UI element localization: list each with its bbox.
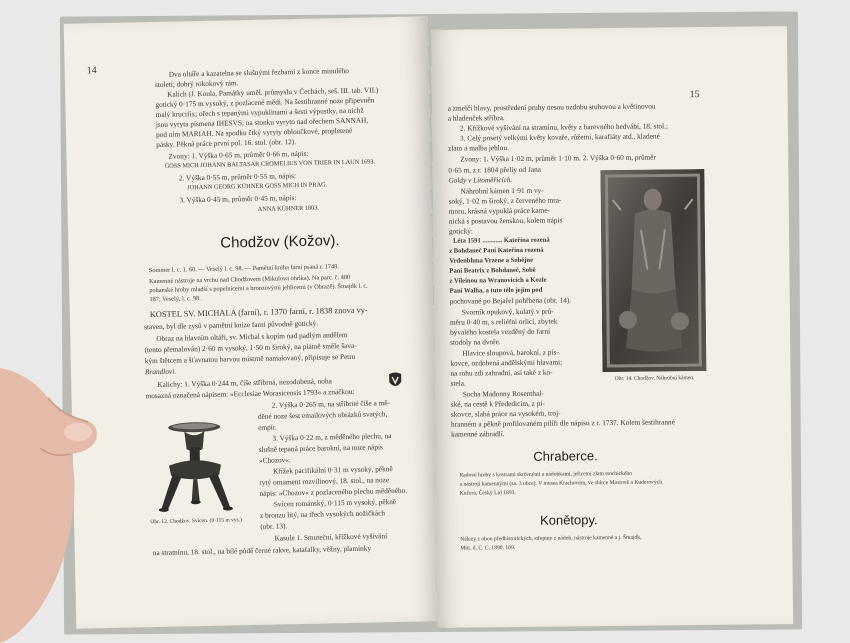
text-line: malý krucifix; ořech s tepanými vypuklinami a šesti výpustky, na nichž	[155, 105, 364, 119]
text-line: (tento přemalován) 2·60 m vysoký, 1·50 m široký, na plátně směle šava-	[144, 340, 357, 355]
text-line: Nálezy z obou předhistorických, střepiny z nádob, nástroje kamenné a j. Šmajdk,	[460, 534, 642, 543]
section-heading: Chraberce.	[533, 448, 598, 464]
text-line: Hlavice sloupová, barokní, z pís-	[462, 347, 559, 358]
text-line: pod ním MARIAH. Na spodku čtký vyryty obloučkové, propletené	[155, 125, 353, 139]
candlestick-illustration	[138, 408, 252, 520]
text-line: Dva oltáře a kazatelna se slušnými řezbami z konce minulého	[168, 65, 349, 79]
text-line: Zvony: 1. Výška 1·02 m, průměr 1·10 m. 2. Výška 0·60 m, průměr	[460, 152, 656, 164]
text-line: Svícen románský, 0·115 m vysoký, pěkně	[273, 497, 397, 509]
text-line: pochované po Bejařel pohřbena (obr. 14).	[449, 295, 572, 306]
left-page	[64, 16, 441, 628]
text-line: a hladenček stříbra.	[447, 113, 505, 123]
text-line: Kasule 1. Smuteční, křížkové vyšívání	[274, 531, 388, 543]
text-line: »Chozov«.	[258, 455, 291, 465]
text-line: století; dobrý rokokový rám.	[154, 78, 239, 89]
text-line: (obr. 13).	[260, 521, 288, 531]
text-line: 2. Výška 0·265 m, na stříbrné číše a mě-	[271, 398, 391, 410]
text-line: a nástroji kamennými (sa. 3 obce). V musea Krachovém, ve sbírce Mostově a Kuderových.	[459, 479, 664, 488]
text-line: Sommer l. c. 1. 60. — Veselý l. c. 98. — Pamětní kniha farní psaná r. 1748.	[148, 263, 339, 275]
text-line: z Vileinou na Wranovicích a Kozle	[449, 276, 547, 285]
text-line: empír.	[258, 422, 277, 432]
text-line: nická s postavou ženskou, kolem nápis	[448, 215, 563, 226]
text-line: GOSS MICH JOHANN BALTASAR CROMELIUS VON TRIER IN LAUN 1693.	[164, 158, 376, 170]
text-line: Mitt. d. C. C. 1890. 109.	[460, 545, 516, 552]
text-line: 3. Celý posetý velkými květy kovaře, růžemi, karafiáty atd., kladené	[459, 131, 660, 143]
section-heading: Chodžov (Kožov).	[220, 232, 340, 252]
figure-caption: Obr. 12. Chodžov. Svícen. (0·115 m vys.)	[150, 517, 242, 526]
text-line: Vrdenbhma Vrzene a Sobějne	[449, 256, 534, 265]
text-line: rytý ornament rozvilinový, 18. stol., na noze	[259, 475, 390, 487]
text-line: Náhrobní kámen 1·91 m vy-	[460, 185, 544, 196]
text-line: KOSTEL SV. MICHALA (farní), r. 1370 farní, r. 1838 znova vy-	[149, 305, 368, 320]
text-line: Kalichy: 1. Výška 0·244 m, číše stříbrná, nezodobená, noha	[157, 376, 332, 389]
text-line: Kučera, Český Lid 1893.	[459, 490, 516, 497]
text-line: Brandlovi.	[144, 366, 177, 377]
text-line: ANNA KÜHNER 1803.	[257, 204, 320, 213]
text-line: mosazná označená nápisem: »Ecclesiae Worasicensis 1793« a značkou:	[145, 386, 355, 401]
text-line: Léta 1591 ............ Kateřina rozená	[453, 236, 550, 245]
text-line: Kalich (J. Koula, Památky uměl. průmyslu v Čechách, seš. III. tab. VII.)	[167, 85, 379, 99]
text-line: skovce, slabá práce na vysokém, troj-	[450, 408, 561, 419]
text-line: gotický 0·175 m vysoký, z pozlacené mědi. Na šestihranné noze připevněn	[155, 95, 375, 109]
text-line: Kamenné nástroje na vrchu nad Chodžovem (Mikulova ohrlka). Na parc. č. 400	[149, 273, 351, 286]
tombstone-photo	[600, 169, 706, 372]
hand-photo	[0, 368, 100, 643]
text-line: kovce, ozdobená andělskými hlavami;	[450, 357, 563, 368]
text-line: a zmelčí hlavy, prostředení pruhy nesou ozdobu stuhovou a květinovou	[447, 101, 656, 113]
hallmark-icon	[387, 372, 403, 390]
text-line: moru, krásná vypuklá práce kame-	[448, 205, 550, 216]
text-line: ské, na cestě k Přededicím, z pí-	[450, 398, 545, 409]
left-page-number: 14	[86, 65, 97, 77]
text-line: 187; Veselý, l. c. 98.	[149, 295, 201, 304]
text-line: zlato a malba jehlou.	[448, 143, 509, 153]
text-line: Obraz na hlavním oltáři, sv. Michal s kopím nad padlým andělem	[156, 330, 348, 344]
text-line: měru 0·40 m, s reliéfní orlicí, zbytek	[449, 316, 558, 327]
text-line: Paní Beatrix z Bohdaneč, Sobě	[449, 266, 536, 275]
text-line: staven, byl dle zysů v pamětní knize farní původně gotický.	[143, 318, 319, 332]
text-line: Svorník opukový, kulatý v prů-	[461, 306, 554, 317]
text-line: 2. Křížkové vyšívání na stramínu, květy z barevného hedvábí, 18. stol.;	[459, 121, 669, 133]
text-line: Socha Madonny Rosenthal-	[462, 388, 544, 399]
text-line: děné noze šest emailových obrázků svatých,	[257, 409, 388, 421]
text-line: Radové hroby s kostrami skrčenými a nádobkami, jeřicemi zlam stochického	[459, 470, 633, 479]
text-line: z bronzu litý, na třech vysokých nožičkách	[259, 508, 386, 520]
text-line: na rohu zdi zahradní, asi také z ko-	[450, 367, 553, 378]
text-line: na stramínu, 18. stol., na bílé půdě černé rakve, katafalky, věžny, plamínky	[152, 543, 372, 558]
text-line: 0·65 m, z r. 1804 přeliy od Jana	[448, 164, 542, 175]
text-line: stodoly na dvoře.	[450, 337, 501, 347]
text-line: bývalého kostela vezděný do farní	[449, 326, 551, 337]
text-line: jsou vyryta písmena IHESVS; na stonku vyryto nad ořechem SANNAH,	[155, 115, 369, 129]
text-line: 3. Výška 0·45 m, průměr 0·45 m, nápis:	[179, 193, 297, 205]
text-line: slušně tepaná práce barokní, na noze nápis	[258, 442, 383, 454]
text-line: JOHANN GEORG KÜHNER GOSS MICH IN PRAG.	[187, 181, 328, 192]
text-line: 2. Výška 0·55 m, průměr 0·55 m, nápis:	[178, 171, 297, 183]
text-line: Křížek pacifikální 0·31 m vysoký, pěkně	[273, 464, 393, 476]
text-line: Goldy v Litoměřicích.	[448, 175, 513, 185]
text-line: hranném a pěkně profilovaném pilíři dle nápisu z r. 1737. Kolem šestihranné	[450, 417, 675, 429]
section-heading: Konětopy.	[539, 512, 598, 528]
figure-caption: Obr. 14. Chodžov. Náhrobní kámen.	[614, 375, 695, 382]
text-line: Zvony: 1. Výška 0·65 m, průměr 0·66 m, nápis:	[168, 148, 309, 161]
text-line: kým štětcem a šťavnatou barvou mistrně namalovaný, připisuje se Petru	[144, 351, 356, 366]
text-line: pásky. Pěkná práce první pol. 16. stol. (obr. 12).	[156, 137, 297, 149]
text-line: gotický:	[448, 226, 473, 236]
text-line: kamenné zábradlí.	[451, 429, 505, 439]
text-line: z Bohdaneč Paní Kateřina rozená	[449, 246, 544, 255]
text-line: stela.	[450, 378, 466, 388]
text-line: pohanské hroby mladší s popelnicemi a bronzovými jehlicemi (v Obrazě). Šmajdk l. c.	[149, 282, 368, 295]
text-line: 3. Výška 0·22 m, z měděného plechu, na	[272, 431, 392, 443]
right-page-number: 15	[689, 89, 700, 101]
text-line: nápis: »Chozov« z pozlaceného plechu měděného.	[259, 485, 408, 498]
right-page	[431, 26, 793, 628]
text-line: soký, 1·02 m široký, z červeného mra-	[448, 195, 562, 206]
text-line: Paní Walha, a tuto tělo jejím pod	[449, 286, 543, 295]
